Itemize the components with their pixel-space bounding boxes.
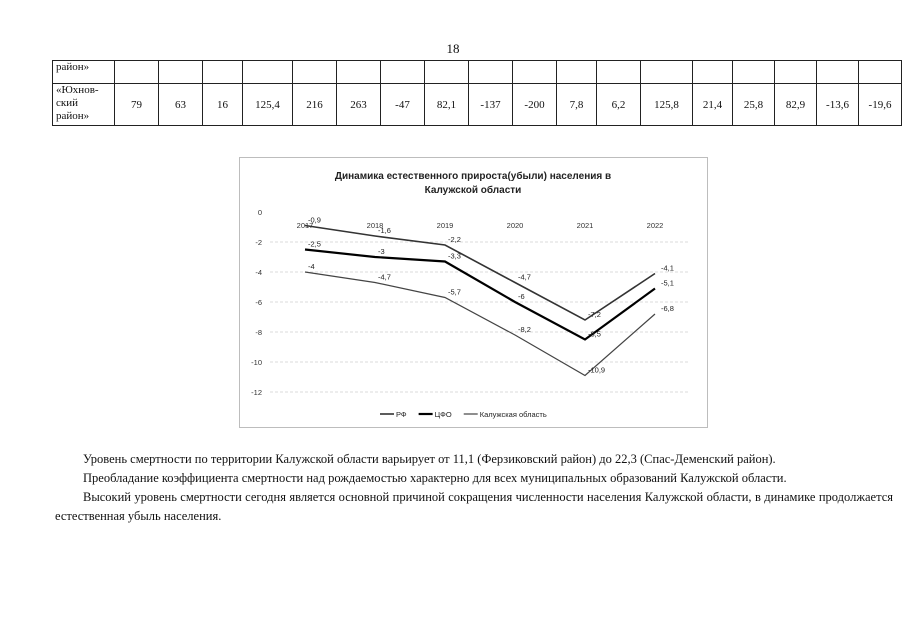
y-tick-label: -4 [255, 268, 262, 277]
y-tick-label: 0 [257, 208, 262, 217]
table-cell: 79 [115, 84, 159, 126]
y-tick-label: -12 [251, 388, 262, 397]
data-label: -2,2 [448, 235, 461, 244]
data-label: -6,8 [661, 304, 674, 313]
data-label: -8,5 [588, 329, 601, 339]
table-cell: -137 [469, 84, 513, 126]
x-tick-label: 2017 [296, 221, 314, 230]
data-label: -10,9 [588, 365, 606, 375]
table-cell: 16 [203, 84, 243, 126]
y-tick-label: -10 [251, 358, 262, 367]
table-cell: -19,6 [859, 84, 902, 126]
data-label: -3,3 [448, 251, 461, 261]
district-name-line: ский [56, 97, 78, 109]
table-row [53, 84, 902, 126]
paragraph: Высокий уровень смертности сегодня является основной причиной сокращения численности населения Калужской области, в динамике продолжается естественная убыль населения. [55, 490, 893, 523]
data-label: -4,7 [378, 272, 391, 282]
data-label: -3 [378, 247, 385, 256]
table-cell: 25,8 [733, 84, 775, 126]
y-tick-label: -6 [255, 298, 262, 307]
data-label: -2,5 [308, 239, 321, 249]
data-label: -1,6 [378, 226, 391, 235]
series-line [305, 272, 655, 376]
x-tick-label: 2019 [436, 221, 454, 230]
data-label: -5,1 [661, 278, 674, 288]
chart-title-line: Динамика естественного прироста(убыли) населения в [334, 171, 612, 182]
data-label: -6 [518, 292, 525, 301]
data-label: -5,7 [448, 287, 461, 297]
x-tick-label: 2018 [366, 221, 384, 230]
chart-title-line: Калужской области [424, 185, 522, 196]
data-label: -0,9 [308, 215, 321, 225]
table-cell: -200 [513, 84, 557, 126]
x-tick-label: 2022 [646, 221, 664, 230]
paragraph: Уровень смертности по территории Калужской области варьирует от 11,1 (Ферзиковский район) до 22,3 (Спас-Деменский район). [83, 452, 776, 466]
table-cell: 6,2 [597, 84, 641, 126]
table-cell: 82,9 [775, 84, 817, 126]
data-label: -4,1 [661, 263, 674, 273]
x-tick-label: 2020 [506, 221, 524, 230]
table-cell: 82,1 [425, 84, 469, 126]
table-cell: -47 [381, 84, 425, 126]
table-cell: 21,4 [693, 84, 733, 126]
mortality-table [52, 60, 902, 126]
table-cell: -13,6 [817, 84, 859, 126]
natural-growth-chart [239, 157, 708, 428]
chart-canvas [240, 158, 707, 427]
data-label: -8,2 [518, 325, 531, 334]
y-tick-label: -8 [255, 328, 262, 337]
table-cell: 7,8 [557, 84, 597, 126]
table-cell: 263 [337, 84, 381, 126]
table-cell: 125,8 [641, 84, 693, 126]
district-name-partial: район» [53, 61, 115, 84]
data-label: -7,2 [588, 310, 601, 319]
table-row [53, 61, 902, 84]
y-tick-label: -2 [255, 238, 262, 247]
page-number: 18 [446, 41, 460, 56]
series-line [305, 226, 655, 321]
x-tick-label: 2021 [576, 221, 594, 230]
district-name-line: район» [56, 110, 90, 122]
legend-label: Калужская область [479, 410, 547, 419]
data-label: -4,7 [518, 272, 531, 282]
district-name-line: «Юхнов- [56, 84, 99, 96]
body-text [55, 450, 893, 526]
legend-label: РФ [396, 410, 407, 419]
table-cell: 63 [159, 84, 203, 126]
legend-label: ЦФО [434, 410, 452, 419]
district-name-yukhnov [53, 84, 115, 126]
data-label: -4 [308, 262, 315, 271]
table-cell: 125,4 [243, 84, 293, 126]
table-cell: 216 [293, 84, 337, 126]
paragraph: Преобладание коэффициента смертности над рождаемостью характерно для всех муниципальных образований Калужской области. [83, 471, 787, 485]
